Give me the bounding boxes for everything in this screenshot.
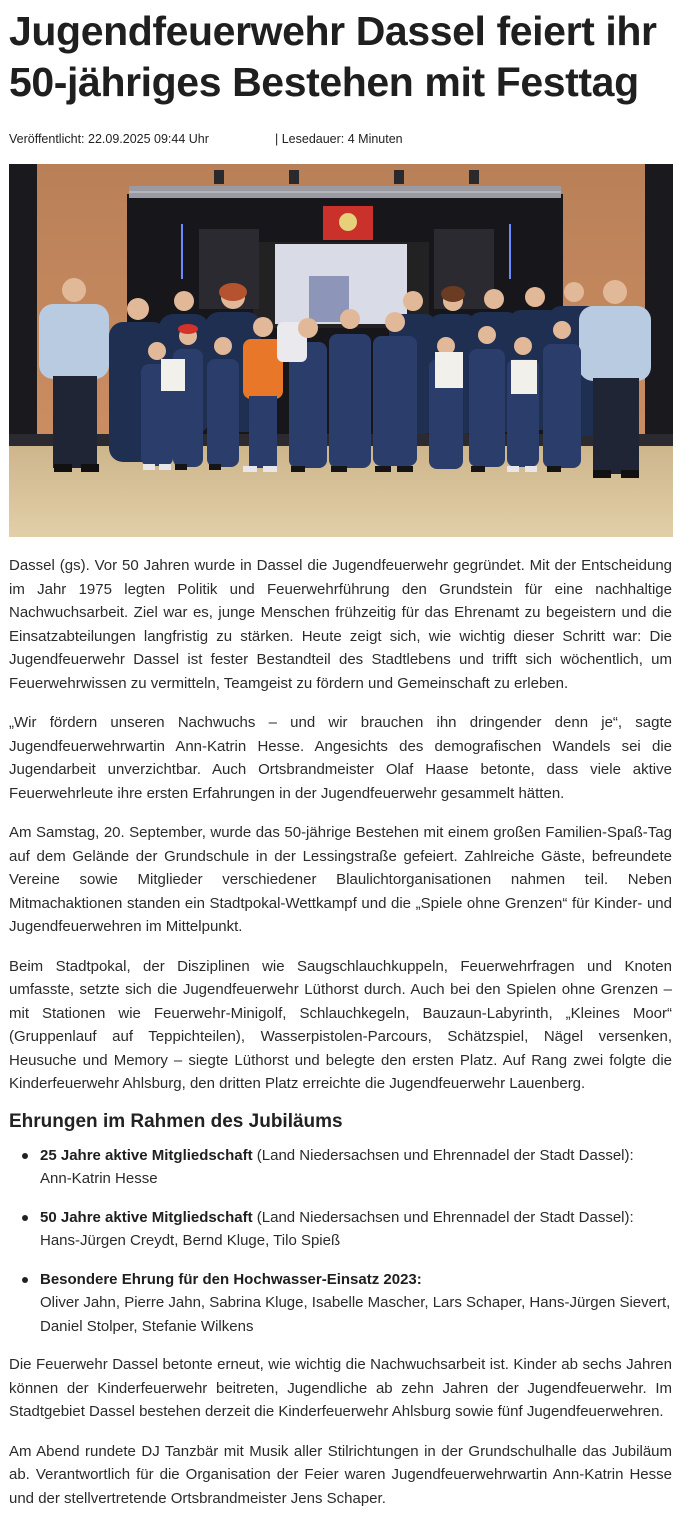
honor-detail: (Land Niedersachsen und Ehrennadel der Stadt Dassel): (252, 1146, 634, 1164)
honors-list (22, 1144, 672, 1339)
paragraph-quote: „Wir fördern unseren Nachwuchs – und wir brauchen ihn dringender denn je“, sagte Jugendfeuerwehrwartin Ann-Katrin Hesse. Angesichts des demografischen Wandels sei die Jugendarbeit unverzichtbar. Auch Ortsbrandmeister Olaf Haase betonte, dass viele aktive Feuerwehrleute ihre ersten Erfahrungen in der Jugendfeuerwehr gesammelt hätten. (9, 714, 672, 802)
paragraph-youth-groups: Die Feuerwehr Dassel betonte erneut, wie wichtig die Nachwuchsarbeit ist. Kinder ab sechs Jahren können der Kinderfeuerwehr beitreten, Jugendliche ab zehn Jahren der Jugendfeuerwehr. Im Stadtgebiet Dassel bestehen derzeit die Kinderfeuerwehr Ahlsburg sowie fünf Jugendfeuerwehren. (9, 1356, 672, 1420)
group-photo (9, 164, 673, 537)
paragraph-festival: Am Samstag, 20. September, wurde das 50-jährige Bestehen mit einem großen Familien-Spaß-Tag auf dem Gelände der Grundschule in der Lessingstraße gefeiert. Zahlreiche Gäste, befreundete Vereine sowie Mitglieder verschiedener Blaulichtorganisationen nahmen teil. Neben Mitmachaktionen standen ein Stadtpokal-Wettkampf und die „Spiele ohne Grenzen“ für Kinder- und Jugendfeuerwehren im Mittelpunkt. (9, 824, 672, 935)
list-item (22, 1206, 672, 1253)
paragraph-competition: Beim Stadtpokal, der Disziplinen wie Saugschlauchkuppeln, Feuerwehrfragen und Knoten umfasste, setzte sich die Jugendfeuerwehr Lüthorst durch. Auch bei den Spielen ohne Grenzen – mit Stationen wie Feuerwehr-Minigolf, Schlauchkegeln, Bauzaun-Labyrinth, „Kleines Moor“ (Gruppenlauf auf Teppichteilen), Wasserpistolen-Parcours, Schätzspiel, Nägel versenken, Heusuche und Memory – siegte Lüthorst und belegte den ersten Platz. Auf Rang zwei folgte die Kinderfeuerwehr Ahlsburg, den dritten Platz erreichte die Jugendfeuerwehr Lauenberg. (9, 957, 672, 1092)
reading-time: | Lesedauer: 4 Minuten (275, 132, 403, 146)
published-date: Veröffentlicht: 22.09.2025 09:44 Uhr (9, 132, 209, 146)
honor-detail: (Land Niedersachsen und Ehrennadel der Stadt Dassel): (252, 1208, 634, 1226)
honors-heading: Ehrungen im Rahmen des Jubiläums (9, 1110, 343, 1132)
article-meta (9, 130, 672, 148)
paragraph-evening: Am Abend rundete DJ Tanzbär mit Musik aller Stilrichtungen in der Grundschulhalle das Jubiläum ab. Verantwortlich für die Organisation der Feier waren Jugendfeuerwehrwartin Ann-Katrin Hesse und der stellvertretende Ortsbrandmeister Jens Schaper. (9, 1442, 672, 1507)
paragraph-intro: Dassel (gs). Vor 50 Jahren wurde in Dassel die Jugendfeuerwehr gegründet. Mit der Entscheidung im Jahr 1975 legten Politik und Feuerwehrführung den Grundstein für eine nachhaltige Nachwuchsarbeit. Ziel war es, junge Menschen frühzeitig für das Ehrenamt zu begeistern und die Einsatzabteilungen langfristig zu stärken. Heute zeigt sich, wie wichtig dieser Schritt war: Die Jugendfeuerwehr Dassel ist fester Bestandteil des Stadtlebens und trifft sich wöchentlich, um Feuerwehrwissen zu vermitteln, Teamgeist zu fördern und Gemeinschaft zu erleben. (9, 557, 672, 692)
honor-names: Oliver Jahn, Pierre Jahn, Sabrina Kluge, Isabelle Mascher, Lars Schaper, Hans-Jürgen Sievert, Daniel Stolper, Stefanie Wilkens (40, 1294, 671, 1335)
article-body (9, 554, 672, 1510)
honor-names: Hans-Jürgen Creydt, Bernd Kluge, Tilo Spieß (40, 1232, 341, 1249)
honor-title: Besondere Ehrung für den Hochwasser-Einsatz 2023: (40, 1270, 422, 1288)
article-title: Jugendfeuerwehr Dassel feiert ihr 50-jähriges Bestehen mit Festtag (9, 8, 657, 105)
honor-title: 25 Jahre aktive Mitgliedschaft (40, 1146, 253, 1164)
honor-title: 50 Jahre aktive Mitgliedschaft (40, 1208, 253, 1226)
list-item (22, 1144, 672, 1191)
list-item (22, 1268, 672, 1339)
honor-names: Ann-Katrin Hesse (40, 1170, 158, 1187)
